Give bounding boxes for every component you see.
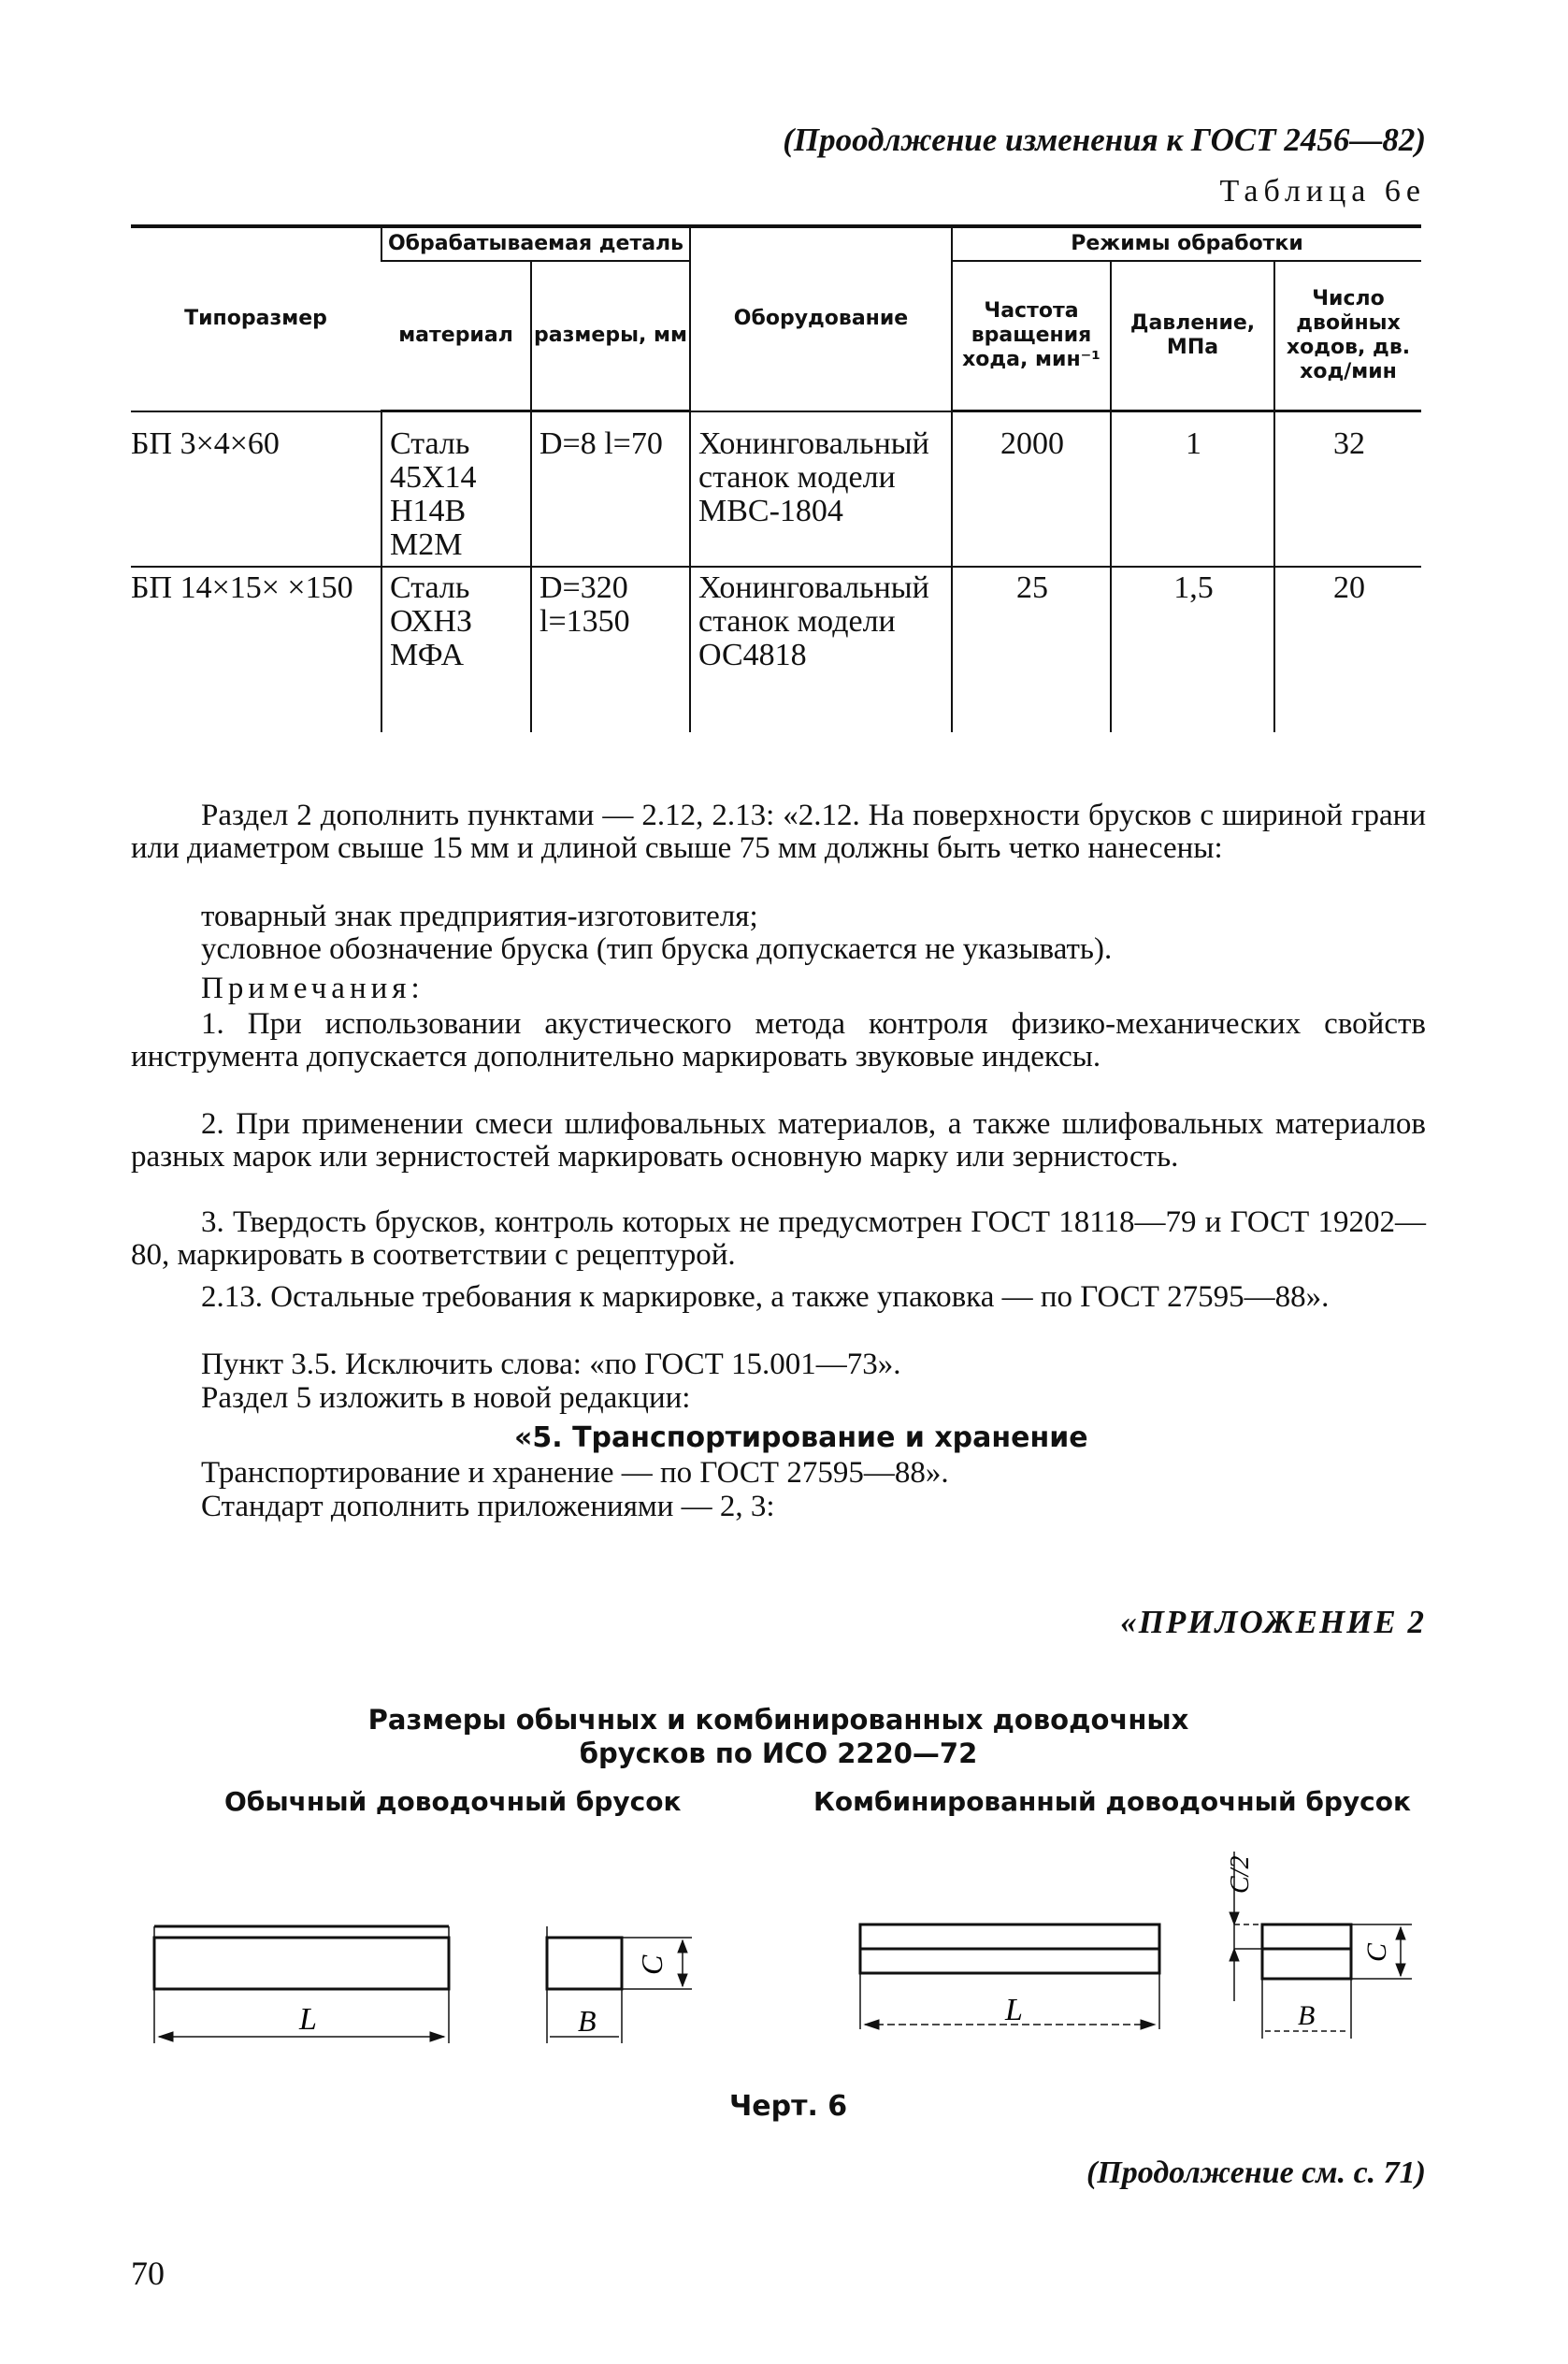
cell-material: Сталь 45Х14 Н14В М2М <box>381 411 531 568</box>
processing-modes-table <box>131 224 1421 732</box>
cell-pressure: 1 <box>1111 411 1274 568</box>
page-number: 70 <box>131 2255 165 2292</box>
cell-material: Сталь ОХНЗ МФА <box>381 567 531 732</box>
dim-B-combined-label: B <box>1298 2000 1316 2031</box>
cell-equipment: Хонинговальный станок модели ОС4818 <box>690 567 952 732</box>
cell-type-size: БП 14×15× ×150 <box>131 570 353 605</box>
notes-title: Примечания: <box>201 972 424 1005</box>
dim-L-combined-label: L <box>1005 1993 1023 2027</box>
header-workpiece: Обрабатываемая деталь <box>381 226 690 261</box>
cell-double-strokes: 20 <box>1274 567 1421 732</box>
header-equipment: Оборудование <box>690 226 952 411</box>
continuation-header: (Проодлжение изменения к ГОСТ 2456—82) <box>783 122 1426 158</box>
cell-pressure: 1,5 <box>1111 567 1274 732</box>
header-pressure: Давление, МПа <box>1111 261 1274 411</box>
note-1: 1. При использовании акустического метода контроля физико-механических свойств инструмента допускается дополнительно маркировать звуковые индексы. <box>131 1007 1426 1074</box>
cell-double-strokes: 32 <box>1274 411 1421 568</box>
paragraph-section2: Раздел 2 дополнить пунктами — 2.12, 2.13: «2.12. На поверхности брусков с шириной грани или диаметром свыше 15 мм и длиной свыше 75 мм должны быть четко нанесены: <box>131 799 1426 865</box>
table-row <box>131 411 1421 568</box>
appendix-title-line2: брусков по ИСО 2220—72 <box>579 1737 978 1769</box>
header-double-strokes: Число двойных ходов, дв. ход/мин <box>1274 261 1421 411</box>
dim-C-combined-label: C <box>1361 1942 1392 1962</box>
paragraph-appendix-add: Стандарт дополнить приложениями — 2, 3: <box>201 1490 775 1523</box>
header-rotation-freq: Частота вращения хода, мин⁻¹ <box>952 261 1111 411</box>
header-type-size: Типоразмер <box>131 226 381 411</box>
table-row <box>131 567 1421 732</box>
appendix-title-line1: Размеры обычных и комбинированных доводочных <box>367 1704 1189 1736</box>
table-label: Таблица 6е <box>1219 174 1426 209</box>
cell-rotation-freq: 2000 <box>952 411 1111 568</box>
dim-C-label: C <box>635 1954 669 1975</box>
header-material: материал <box>381 261 531 411</box>
appendix-label: «ПРИЛОЖЕНИЕ 2 <box>1120 1604 1426 1640</box>
paragraph-3-5: Пункт 3.5. Исключить слова: «по ГОСТ 15.001—73». <box>201 1348 901 1381</box>
cell-equipment: Хонинговальный станок модели МВС-1804 <box>690 411 952 568</box>
section5-text: Транспортирование и хранение — по ГОСТ 27595—88». <box>201 1456 949 1490</box>
dim-B-label: B <box>578 2004 597 2038</box>
cell-rotation-freq: 25 <box>952 567 1111 732</box>
cell-type-size: БП 3×4×60 <box>131 411 381 568</box>
header-modes: Режимы обработки <box>952 226 1421 261</box>
paragraph-designation: условное обозначение бруска (тип бруска допускается не указывать). <box>201 932 1113 966</box>
note-3: 3. Твердость брусков, контроль которых не предусмотрен ГОСТ 18118—79 и ГОСТ 19202—80, маркировать в соответствии с рецептурой. <box>131 1205 1426 1272</box>
dim-C2-label: C/2 <box>1226 1855 1255 1894</box>
header-dimensions: размеры, мм <box>531 261 690 411</box>
cell-dimensions: D=8 l=70 <box>531 411 690 568</box>
continued-note: (Продолжение см. с. 71) <box>1086 2155 1426 2190</box>
right-drawing-caption: Комбинированный доводочный брусок <box>813 1786 1412 1817</box>
section5-title: «5. Транспортирование и хранение <box>514 1421 1088 1454</box>
paragraph-trademark: товарный знак предприятия-изготовителя; <box>201 900 758 933</box>
paragraph-2-13: 2.13. Остальные требования к маркировке, а также упаковка — по ГОСТ 27595—88». <box>201 1280 1330 1314</box>
left-drawing-caption: Обычный доводочный брусок <box>224 1786 682 1817</box>
cell-dimensions: D=320 l=1350 <box>531 567 690 732</box>
note-2: 2. При применении смеси шлифовальных материалов, а также шлифовальных материалов разных марок или зернистостей маркировать основную марку или зернистость. <box>131 1107 1426 1174</box>
plain-bar-end-view <box>547 1926 692 2043</box>
paragraph-section5: Раздел 5 изложить в новой редакции: <box>201 1381 691 1415</box>
dim-L-label: L <box>299 2002 317 2037</box>
figure-caption: Черт. 6 <box>729 2090 848 2123</box>
bar-drawings <box>131 1833 1440 2076</box>
